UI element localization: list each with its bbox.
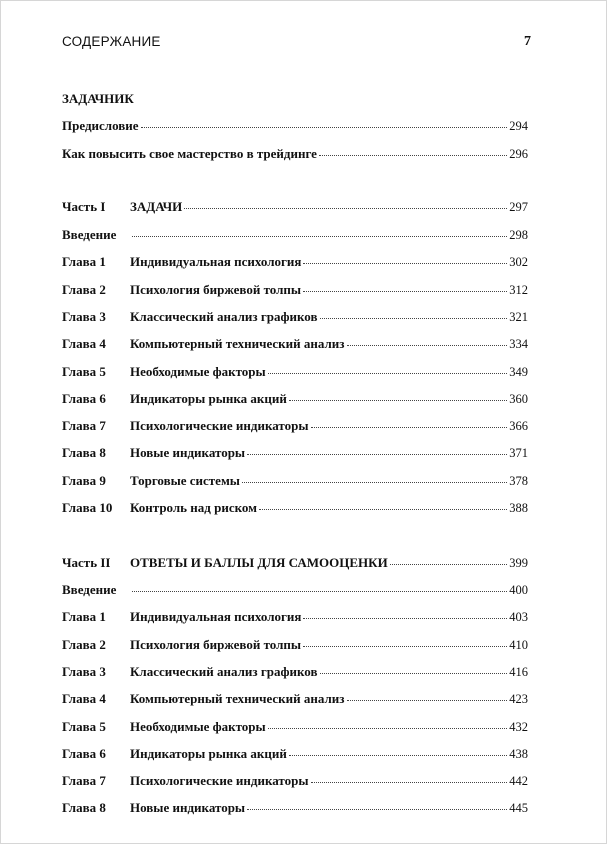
toc-entry-page: 403 [509, 610, 528, 625]
dot-leader [311, 427, 508, 428]
toc-entry[interactable] [62, 472, 528, 490]
toc-entry-title: Индикаторы рынка акций [130, 745, 287, 761]
toc-entry-preface[interactable] [62, 117, 528, 135]
chapter-label: Глава 4 [62, 336, 106, 352]
toc-entry-title: Контроль над риском [130, 500, 258, 515]
dot-leader [347, 345, 508, 346]
running-header [62, 34, 531, 54]
toc-entry[interactable] [62, 690, 528, 708]
dot-leader [247, 809, 507, 810]
toc-entry-page: 366 [509, 419, 528, 434]
toc-entry[interactable] [62, 745, 528, 763]
chapter-label: Глава 10 [62, 500, 113, 515]
dot-leader [320, 673, 508, 674]
dot-leader [319, 155, 507, 156]
chapter-label: Глава 4 [62, 691, 106, 707]
toc-entry[interactable] [62, 281, 528, 299]
toc-entry[interactable] [62, 799, 528, 817]
dot-leader [289, 755, 507, 756]
toc-entry[interactable] [62, 663, 528, 681]
chapter-label: Глава 1 [62, 254, 106, 270]
toc-entry-title: Психологические индикаторы [130, 418, 309, 434]
part-label: Часть I [62, 199, 106, 214]
dot-leader [184, 208, 507, 209]
toc-entry-title: Индикаторы рынка акций [130, 390, 287, 406]
toc-entry-title: Индивидуальная психология [130, 254, 302, 270]
chapter-label: Глава 5 [62, 718, 106, 734]
dot-leader [303, 263, 507, 264]
toc-entry-title: Предисловие [62, 118, 139, 133]
toc-entry-page: 321 [509, 309, 528, 324]
chapter-label: Глава 6 [62, 390, 106, 406]
toc-entry[interactable] [62, 608, 528, 626]
toc-entry-title: Психология биржевой толпы [130, 636, 302, 652]
toc-entry-page: 360 [509, 391, 528, 406]
toc-entry[interactable] [62, 308, 528, 326]
toc-entry-page: 298 [509, 228, 528, 242]
toc-entry-page: 312 [509, 282, 528, 297]
dot-leader [242, 482, 507, 483]
chapter-label: Глава 9 [62, 472, 106, 488]
toc-entry[interactable] [62, 253, 528, 271]
toc-entry-title: Необходимые факторы [130, 363, 266, 379]
dot-leader [289, 400, 507, 401]
toc-entry[interactable] [62, 499, 528, 517]
chapter-label: Введение [62, 227, 117, 242]
dot-leader [303, 291, 507, 292]
toc-entry[interactable] [62, 581, 528, 599]
toc-entry[interactable] [62, 444, 528, 462]
toc-entry-page: 438 [509, 746, 528, 761]
toc-entry-page: 296 [509, 147, 528, 161]
part-title: ЗАДАЧИ [130, 199, 183, 214]
toc-entry-title: Новые индикаторы [130, 445, 246, 461]
chapter-label: Глава 7 [62, 418, 106, 434]
chapter-label: Глава 1 [62, 609, 106, 625]
toc-entry-page: 400 [509, 583, 528, 597]
toc-entry[interactable] [62, 718, 528, 736]
toc-entry[interactable] [62, 390, 528, 408]
toc-entry-title: Психологические индикаторы [130, 773, 309, 789]
part-label: Часть II [62, 555, 111, 570]
dot-leader [132, 236, 507, 237]
chapter-label: Введение [62, 582, 117, 597]
toc-entry-page: 442 [509, 774, 528, 789]
chapter-label: Глава 2 [62, 636, 106, 652]
header-title: СОДЕРЖАНИЕ [62, 34, 161, 49]
part-title: ОТВЕТЫ И БАЛЛЫ ДЛЯ САМООЦЕНКИ [130, 555, 388, 570]
toc-entry[interactable] [62, 772, 528, 790]
toc-entry-page: 445 [509, 801, 528, 816]
chapter-label: Глава 3 [62, 663, 106, 679]
dot-leader [347, 700, 508, 701]
dot-leader [303, 618, 507, 619]
toc-entry-title: Необходимые факторы [130, 718, 266, 734]
dot-leader [311, 782, 508, 783]
toc-entry-title: Торговые системы [130, 472, 240, 488]
toc-entry-page: 432 [509, 719, 528, 734]
toc-part-1[interactable] [62, 198, 528, 216]
toc-entry-page: 423 [509, 692, 528, 707]
toc-entry-title: Индивидуальная психология [130, 609, 302, 625]
toc-entry-page: 294 [509, 119, 528, 133]
toc-entry-page: 410 [509, 637, 528, 652]
toc-entry[interactable] [62, 363, 528, 381]
chapter-label: Глава 3 [62, 308, 106, 324]
dot-leader [132, 591, 507, 592]
toc-entry-page: 371 [509, 446, 528, 461]
chapter-label: Глава 7 [62, 773, 106, 789]
dot-leader [390, 564, 508, 565]
toc-part-2[interactable] [62, 554, 528, 572]
toc-entry-title: Как повысить свое мастерство в трейдинге [62, 146, 317, 161]
toc-entry-page: 399 [509, 556, 528, 570]
toc-entry-title: Компьютерный технический анализ [130, 336, 345, 352]
toc-entry-title: Классический анализ графиков [130, 308, 318, 324]
dot-leader [259, 509, 507, 510]
dot-leader [320, 318, 508, 319]
page-number: 7 [524, 34, 531, 49]
dot-leader [247, 454, 507, 455]
dot-leader [141, 127, 508, 128]
chapter-label: Глава 5 [62, 363, 106, 379]
toc-entry[interactable] [62, 335, 528, 353]
chapter-label: Глава 8 [62, 445, 106, 461]
toc-entry-page: 416 [509, 664, 528, 679]
toc-entry-page: 378 [509, 473, 528, 488]
toc-entry-title: Классический анализ графиков [130, 663, 318, 679]
toc-entry[interactable] [62, 636, 528, 654]
section-title: ЗАДАЧНИК [62, 91, 134, 106]
dot-leader [303, 646, 507, 647]
toc-entry-page: 302 [509, 255, 528, 270]
toc-entry-page: 297 [509, 200, 528, 214]
dot-leader [268, 728, 508, 729]
toc-entry-title: Психология биржевой толпы [130, 281, 302, 297]
chapter-label: Глава 6 [62, 745, 106, 761]
toc-entry-title: Компьютерный технический анализ [130, 691, 345, 707]
toc-entry[interactable] [62, 417, 528, 435]
toc-entry[interactable] [62, 226, 528, 244]
toc-entry-page: 349 [509, 364, 528, 379]
dot-leader [268, 373, 508, 374]
toc-entry-title: Новые индикаторы [130, 800, 246, 816]
chapter-label: Глава 8 [62, 800, 106, 816]
toc-entry-mastery[interactable] [62, 145, 528, 163]
toc-entry-page: 334 [509, 337, 528, 352]
chapter-label: Глава 2 [62, 281, 106, 297]
toc-entry-page: 388 [509, 501, 528, 515]
